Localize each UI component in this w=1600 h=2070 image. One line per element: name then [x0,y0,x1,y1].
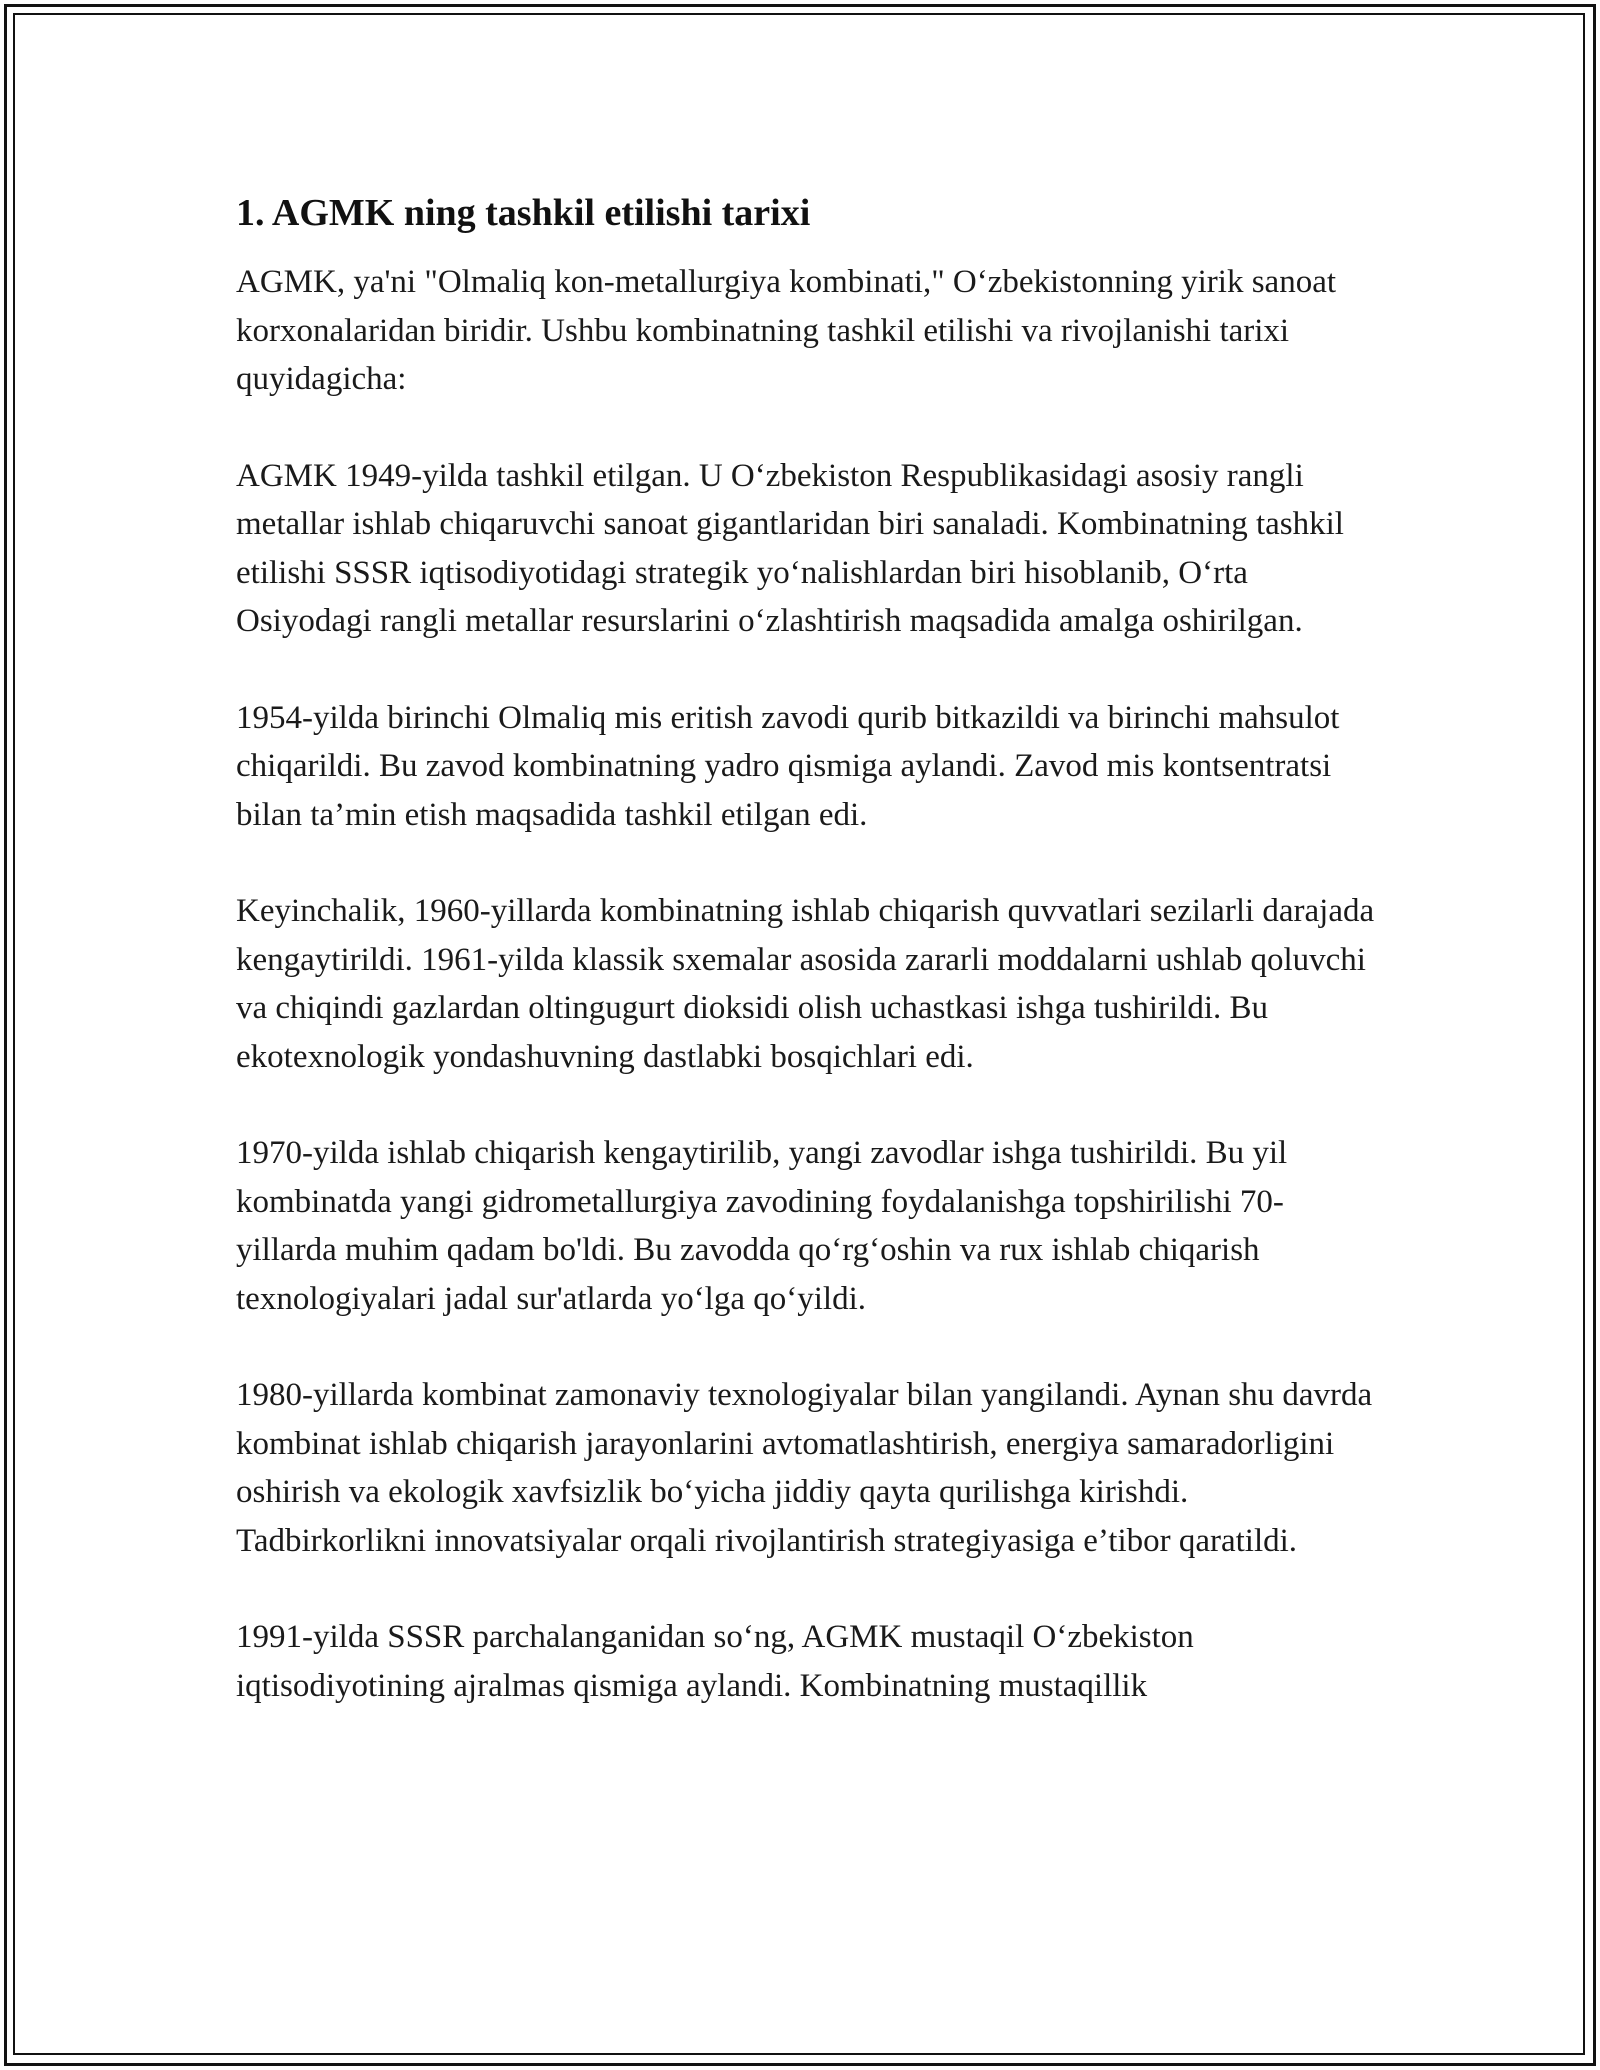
paragraph-1970: 1970-yilda ishlab chiqarish kengaytirilib, yangi zavodlar ishga tushirildi. Bu yil kombinatda yangi gidrometallurgiya zavodining foydalanishga topshirilishi 70-yillarda muhim qadam bo'ldi. Bu zavodda qo‘rg‘oshin va rux ishlab chiqarish texnologiyalari jadal sur'atlarda yo‘lga qo‘yildi. [236,1135,1288,1317]
section-heading: 1. AGMK ning tashkil etilishi tarixi [236,192,811,234]
document-body [236,190,1376,1758]
paragraph-intro: AGMK, ya'ni "Olmaliq kon-metallurgiya kombinati," O‘zbekistonning yirik sanoat korxonalaridan biridir. Ushbu kombinatning tashkil etilishi va rivojlanishi tarixi quyidagicha: [236,264,1337,397]
paragraph-1949: AGMK 1949-yilda tashkil etilgan. U O‘zbekiston Respublikasidagi asosiy rangli metallar ishlab chiqaruvchi sanoat gigantlaridan biri sanaladi. Kombinatning tashkil etilishi SSSR iqtisodiyotidagi strategik yo‘nalishlardan biri hisoblanib, O‘rta Osiyodagi rangli metallar resurslarini o‘zlashtirish maqsadida amalga oshirilgan. [236,457,1344,639]
paragraph-1980s: 1980-yillarda kombinat zamonaviy texnologiyalar bilan yangilandi. Aynan shu davrda kombinat ishlab chiqarish jarayonlarini avtomatlashtirish, energiya samaradorligini oshirish va ekologik xavfsizlik bo‘yicha jiddiy qayta qurilishga kirishdi. Tadbirkorlikni innovatsiyalar orqali rivojlantirish strategiyasiga e’tibor qaratildi. [236,1377,1373,1559]
paragraph-1954: 1954-yilda birinchi Olmaliq mis eritish zavodi qurib bitkazildi va birinchi mahsulot chiqarildi. Bu zavod kombinatning yadro qismiga aylandi. Zavod mis kontsentratsi bilan ta’min etish maqsadida tashkil etilgan edi. [236,699,1340,833]
paragraph-1991: 1991-yilda SSSR parchalanganidan so‘ng, AGMK mustaqil O‘zbekiston iqtisodiyotining ajralmas qismiga aylandi. Kombinatning mustaqillik [236,1619,1194,1704]
paragraph-1960s: Keyinchalik, 1960-yillarda kombinatning ishlab chiqarish quvvatlari sezilarli darajada kengaytirildi. 1961-yilda klassik sxemalar asosida zararli moddalarni ushlab qoluvchi va chiqindi gazlardan oltingugurt dioksidi olish uchastkasi ishga tushirildi. Bu ekotexnologik yondashuvning dastlabki bosqichlari edi. [236,893,1375,1075]
